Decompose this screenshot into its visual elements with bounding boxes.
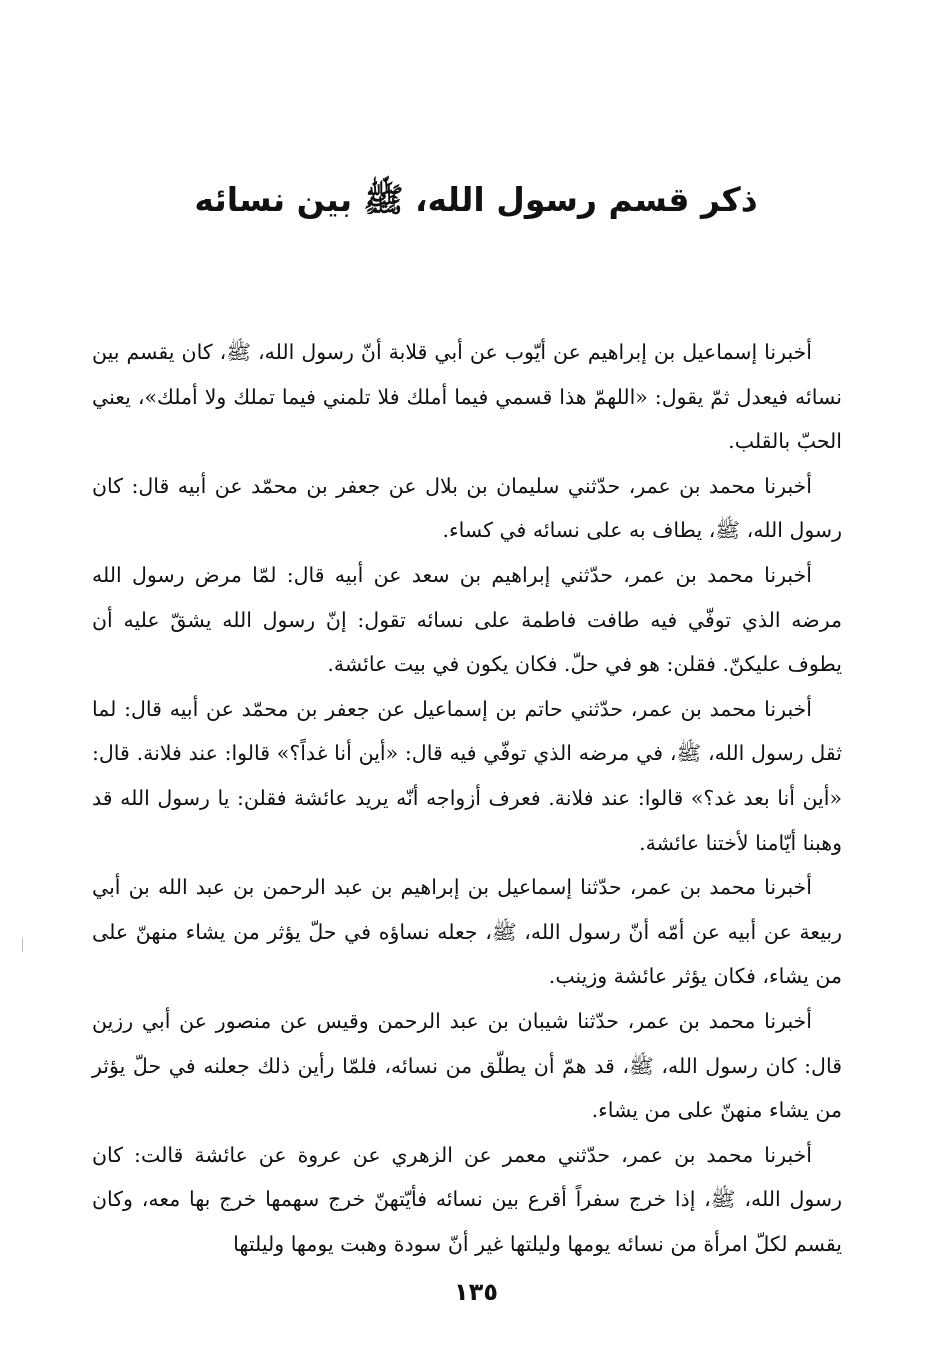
page-body bbox=[92, 330, 842, 1266]
paragraph: أخبرنا محمد بن عمر، حدّثني حاتم بن إسماعيل عن جعفر بن محمّد عن أبيه قال: لما ثقل رسول الله، ﷺ، في مرضه الذي توفّي فيه قال: «أين أنا غداً؟» قالوا: عند فلانة. قال: «أين أنا بعد غد؟» قالوا: عند فلانة. فعرف أزواجه أنّه يريد عائشة فقلن: يا رسول الله قد وهبنا أيّامنا لأختنا عائشة. bbox=[92, 696, 842, 855]
paragraph: أخبرنا إسماعيل بن إبراهيم عن أيّوب عن أبي قلابة أنّ رسول الله، ﷺ، كان يقسم بين نسائه فيعدل ثمّ يقول: «اللهمّ هذا قسمي فيما أملك فلا تلمني فيما تملك ولا أملك»، يعني الحبّ بالقلب. bbox=[92, 340, 842, 454]
scan-margin-mark bbox=[22, 938, 23, 952]
chapter-title: ذكر قسم رسول الله، ﷺ بين نسائه bbox=[194, 180, 758, 219]
paragraph: أخبرنا محمد بن عمر، حدّثني إبراهيم بن سعد عن أبيه قال: لمّا مرض رسول الله مرضه الذي توفّي فيه طافت فاطمة على نسائه تقول: إنّ رسول الله يشقّ عليه أن يطوف عليكنّ. فقلن: هو في حلّ. فكان يكون في بيت عائشة. bbox=[92, 562, 842, 677]
paragraph: أخبرنا محمد بن عمر، حدّثني سليمان بن بلال عن جعفر بن محمّد عن أبيه قال: كان رسول الله، ﷺ، يطاف به على نسائه في كساء. bbox=[92, 473, 842, 543]
paragraph: أخبرنا محمد بن عمر، حدّثني معمر عن الزهري عن عروة عن عائشة قالت: كان رسول الله، ﷺ، إذا خرج سفراً أقرع بين نسائه فأيّتهنّ خرج سهمها خرج بها معه، وكان يقسم لكلّ امرأة من نسائه يومها وليلتها غير أنّ سودة وهبت يومها وليلتها bbox=[92, 1142, 842, 1256]
page-number: ١٣٥ bbox=[454, 1278, 498, 1306]
paragraph: أخبرنا محمد بن عمر، حدّثنا إسماعيل بن إبراهيم بن عبد الرحمن بن عبد الله بن أبي ربيعة عن أبيه عن أمّه أنّ رسول الله، ﷺ، جعله نساؤه في حلّ يؤثر من يشاء منهنّ على من يشاء، فكان يؤثر عائشة وزينب. bbox=[92, 875, 842, 989]
paragraph: أخبرنا محمد بن عمر، حدّثنا شيبان بن عبد الرحمن وقيس عن منصور عن أبي رزين قال: كان رسول الله، ﷺ، قد همّ أن يطلّق من نسائه، فلمّا رأين ذلك جعلنه في حلّ يؤثر من يشاء منهنّ على من يشاء. bbox=[92, 1008, 842, 1123]
